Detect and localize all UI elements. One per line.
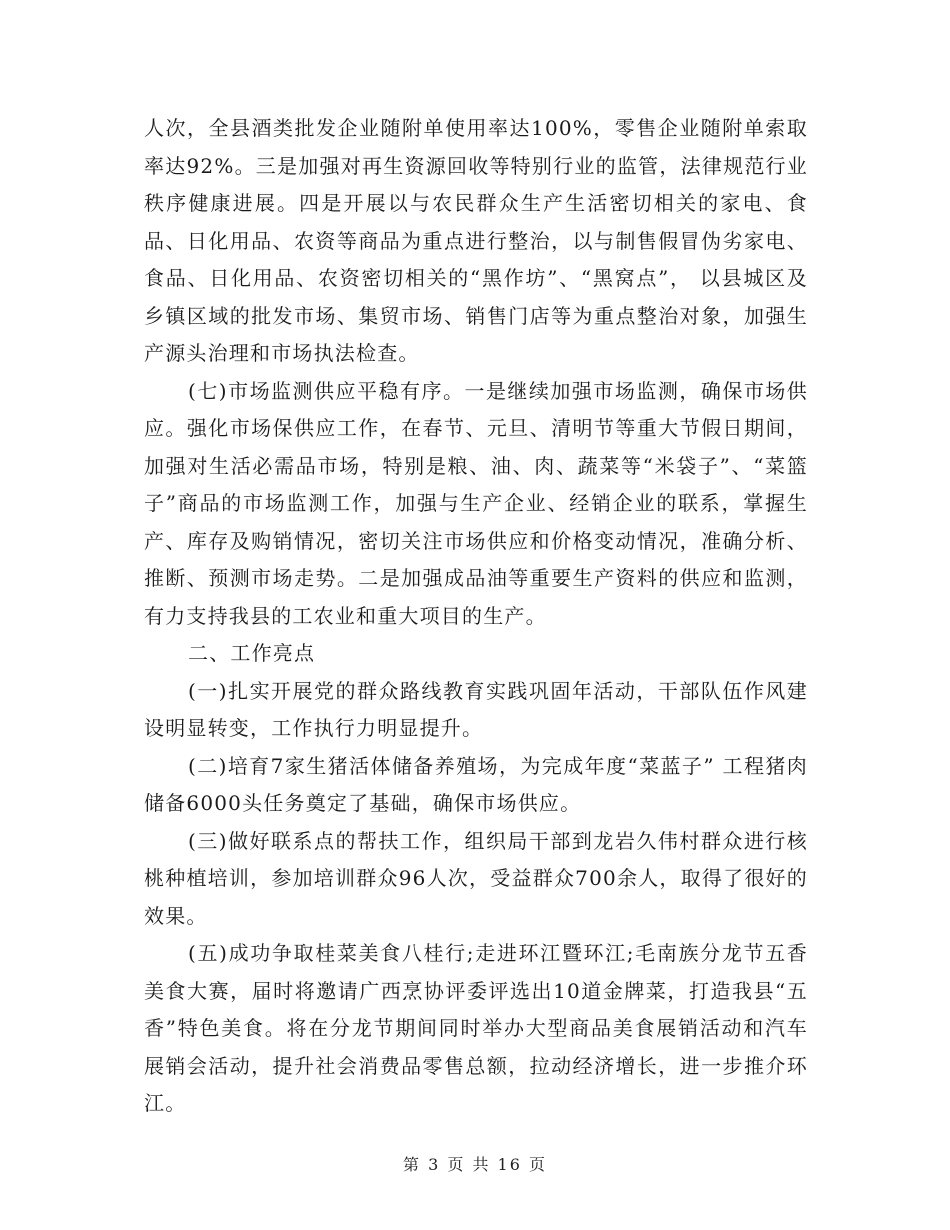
paragraph-continuation: 人次，全县酒类批发企业随附单使用率达100%，零售企业随附单索取率达92%。三是加强对再生资源回收等特别行业的监管，法律规范行业秩序健康进展。四是开展以与农民群众生产生活密切相关的家电、食品、日化用品、农资等商品为重点进行整治，以与制售假冒伪劣家电、食品、日化用品、农资密切相关的“黑作坊”、“黑窝点”， 以县城区及乡镇区域的批发市场、集贸市场、销售门店等为重点整治对象，加强生产源头治理和市场执法检查。 [144, 116, 808, 365]
paragraph-highlight-5: (五)成功争取桂菜美食八桂行;走进环江暨环江;毛南族分龙节五香美食大赛，届时将邀请广西烹协评委评选出10道金牌菜，打造我县“五香”特色美食。将在分龙节期间同时举办大型商品美食展销活动和汽车展销会活动，提升社会消费品零售总额，拉动经济增长，进一步推介环江。 [144, 941, 808, 1115]
page-number-footer: 第 3 页 共 16 页 [403, 1155, 547, 1174]
section-heading-work-highlights: 二、工作亮点 [188, 641, 316, 665]
document-body [144, 110, 808, 1123]
paragraph-highlight-1: (一)扎实开展党的群众路线教育实践巩固年活动，干部队伍作风建设明显转变，工作执行力明显提升。 [144, 678, 808, 740]
paragraph-highlight-3: (三)做好联系点的帮扶工作，组织局干部到龙岩久伟村群众进行核桃种植培训，参加培训群众96人次，受益群众700余人，取得了很好的效果。 [144, 828, 808, 928]
paragraph-market-monitoring: (七)市场监测供应平稳有序。一是继续加强市场监测，确保市场供应。强化市场保供应工作，在春节、元旦、清明节等重大节假日期间，加强对生活必需品市场，特别是粮、油、肉、蔬菜等“米袋子”、“菜篮子”商品的市场监测工作，加强与生产企业、经销企业的联系，掌握生产、库存及购销情况，密切关注市场供应和价格变动情况，准确分析、推断、预测市场走势。二是加强成品油等重要生产资料的供应和监测，有力支持我县的工农业和重大项目的生产。 [144, 378, 808, 628]
paragraph-highlight-2: (二)培育7家生猪活体储备养殖场，为完成年度“菜蓝子” 工程猪肉储备6000头任务奠定了基础，确保市场供应。 [144, 753, 808, 815]
